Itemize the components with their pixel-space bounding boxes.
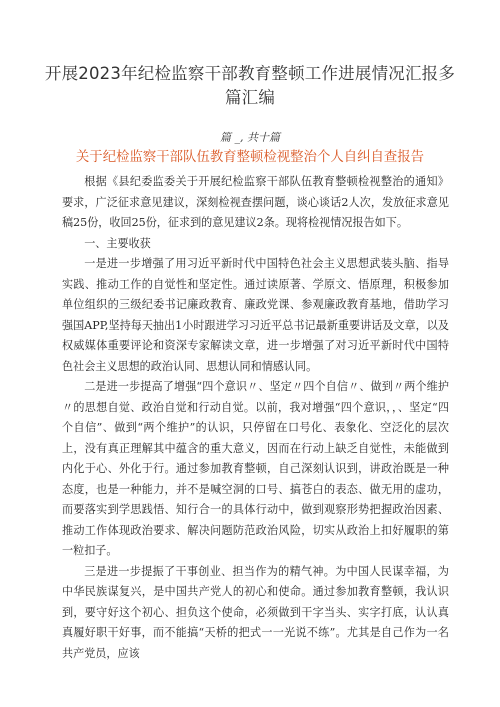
- document-body: [62, 172, 449, 664]
- paragraph: 二是进一步提高了增强“四个意识〃、坚定〃四个自信〃、做到〃两个维护〃的思想自觉、政治自觉和行动自觉。以前，我对增强“四个意识，，、坚定“四个自信”、做到“两个维护”的认识，只停留在口号化、表象化、空泛化的层次上，没有真正理解其中蕴含的重大意义，因而在行动上缺乏自觉性，未能做到内化于心、外化于行。通过参加教育整顿，自己深刻认识到，讲政治既是一种态度，也是一种能力，并不是喊空洞的口号、搞苍白的表态、做无用的虚功，而要落实到学思践悟、知行合一的具体行动中，做到观察形势把握政治因素、推动工作体现政治要求、解决问题防范政治风险，切实从政治上扣好履职的第一粒扣子。: [62, 380, 449, 557]
- paragraph: 三是进一步提振了干事创业、担当作为的精气神。为中国人民谋幸福，为中华民族谋复兴，是中国共产党人的初心和使命。通过参加教育整顿，我认识到，要守好这个初心、担负这个使命，必须做到干字当头、实字打底，认认真真履好职干好事，而不能搞“天桥的把式一一光说不练”。尤其是自己作为一名共产党员，应该: [62, 564, 449, 660]
- paragraph: 根据《县纪委监委关于开展纪检监察干部队伍教育整顿检视整治的通知》要求，广泛征求意见建议，深刻检视查摆问题，谈心谈话2人次，发放征求意见稿25份，收回25份，征求到的意见建议2条。现将检视情况报告如下。: [62, 175, 449, 229]
- document-title: 开展2023年纪检监察干部教育整顿工作进展情况汇报多篇汇编: [44, 64, 456, 107]
- section-heading: 一、主要收获: [84, 236, 151, 250]
- paragraph: 一是进一步增强了用习近平新时代中国特色社会主义思想武装头脑、指导实践、推动工作的自觉性和坚定性。通过读原著、学原文、悟原理，积极参加单位组织的三级纪委书记廉政教育、廉政党课、参观廉政教育基地，借助学习强国APP,坚持每天抽出1小时跟进学习习近平总书记最新重要讲话及文章，以及权威媒体重要评论和资深专家解读文章，进一步增强了对习近平新时代中国特色社会主义思想的政治认同、思想认同和情感认同。: [62, 257, 449, 373]
- section-label: 篇 _, 共十篇: [220, 131, 280, 144]
- report-title: 关于纪检监察干部队伍教育整顿检视整治个人自纠自查报告: [75, 150, 425, 165]
